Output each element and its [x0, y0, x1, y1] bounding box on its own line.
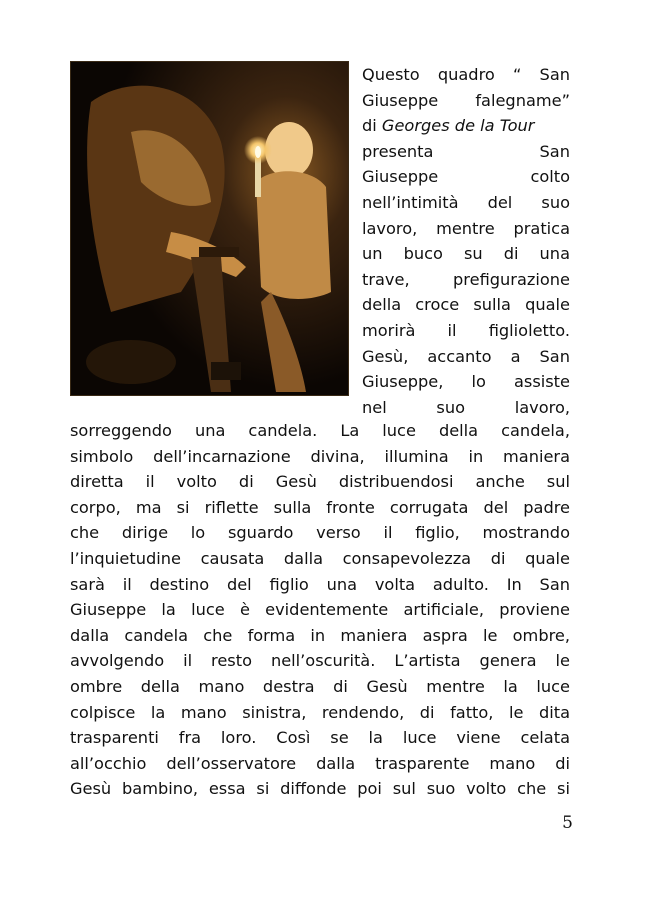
side-text-block [362, 62, 570, 420]
body-line: corpo, ma si riflette sulla fronte corrugata del padre [70, 497, 570, 517]
body-line: avvolgendo il resto nell’oscurità. L’artista genera le [70, 651, 570, 671]
side-line: nell’intimità del suo [362, 192, 570, 212]
side-line: un buco su di una [362, 244, 570, 264]
body-line: sarà il destino del figlio una volta adulto. In San [70, 574, 570, 594]
side-line: presenta San [362, 141, 570, 161]
side-line-prefix: di [362, 116, 382, 136]
body-line: sorreggendo una candela. La luce della candela, [70, 421, 570, 440]
painting-san-giuseppe-falegname [71, 62, 348, 395]
side-line: Gesù, accanto a San [362, 346, 570, 366]
artist-name: Georges de la Tour [381, 116, 535, 136]
body-text-block [70, 418, 570, 802]
side-line: trave, prefigurazione [362, 269, 570, 289]
side-line: lavoro, mentre pratica [362, 218, 570, 238]
body-line: all’occhio dell’osservatore dalla trasparente mano di [70, 753, 570, 773]
body-line: trasparenti fra loro. Così se la luce viene celata [70, 728, 570, 748]
side-line: morirà il figlioletto. [362, 320, 570, 340]
side-line: Giuseppe falegname” [362, 90, 570, 110]
body-line: colpisce la mano sinistra, rendendo, di fatto, le dita [70, 702, 570, 722]
side-line: nel suo lavoro, [362, 397, 570, 417]
side-line: Giuseppe colto [362, 167, 570, 187]
side-line-with-artist [362, 113, 570, 139]
painting-image [70, 61, 349, 396]
body-line: Giuseppe la luce è evidentemente artificiale, proviene [70, 600, 570, 620]
body-line: che dirige lo sguardo verso il figlio, mostrando [70, 523, 570, 543]
page-number: 5 [562, 813, 573, 833]
side-line: Questo quadro “ San [362, 65, 570, 84]
body-line: ombre della mano destra di Gesù mentre la luce [70, 676, 570, 696]
side-line: della croce sulla quale [362, 295, 570, 315]
side-line: Giuseppe, lo assiste [362, 372, 570, 392]
body-line: l’inquietudine causata dalla consapevolezza di quale [70, 548, 570, 568]
body-line: simbolo dell’incarnazione divina, illumina in maniera [70, 446, 570, 466]
body-line: Gesù bambino, essa si diffonde poi sul suo volto che si [70, 779, 570, 799]
body-line: diretta il volto di Gesù distribuendosi anche sul [70, 472, 570, 492]
body-line: dalla candela che forma in maniera aspra le ombre, [70, 625, 570, 645]
